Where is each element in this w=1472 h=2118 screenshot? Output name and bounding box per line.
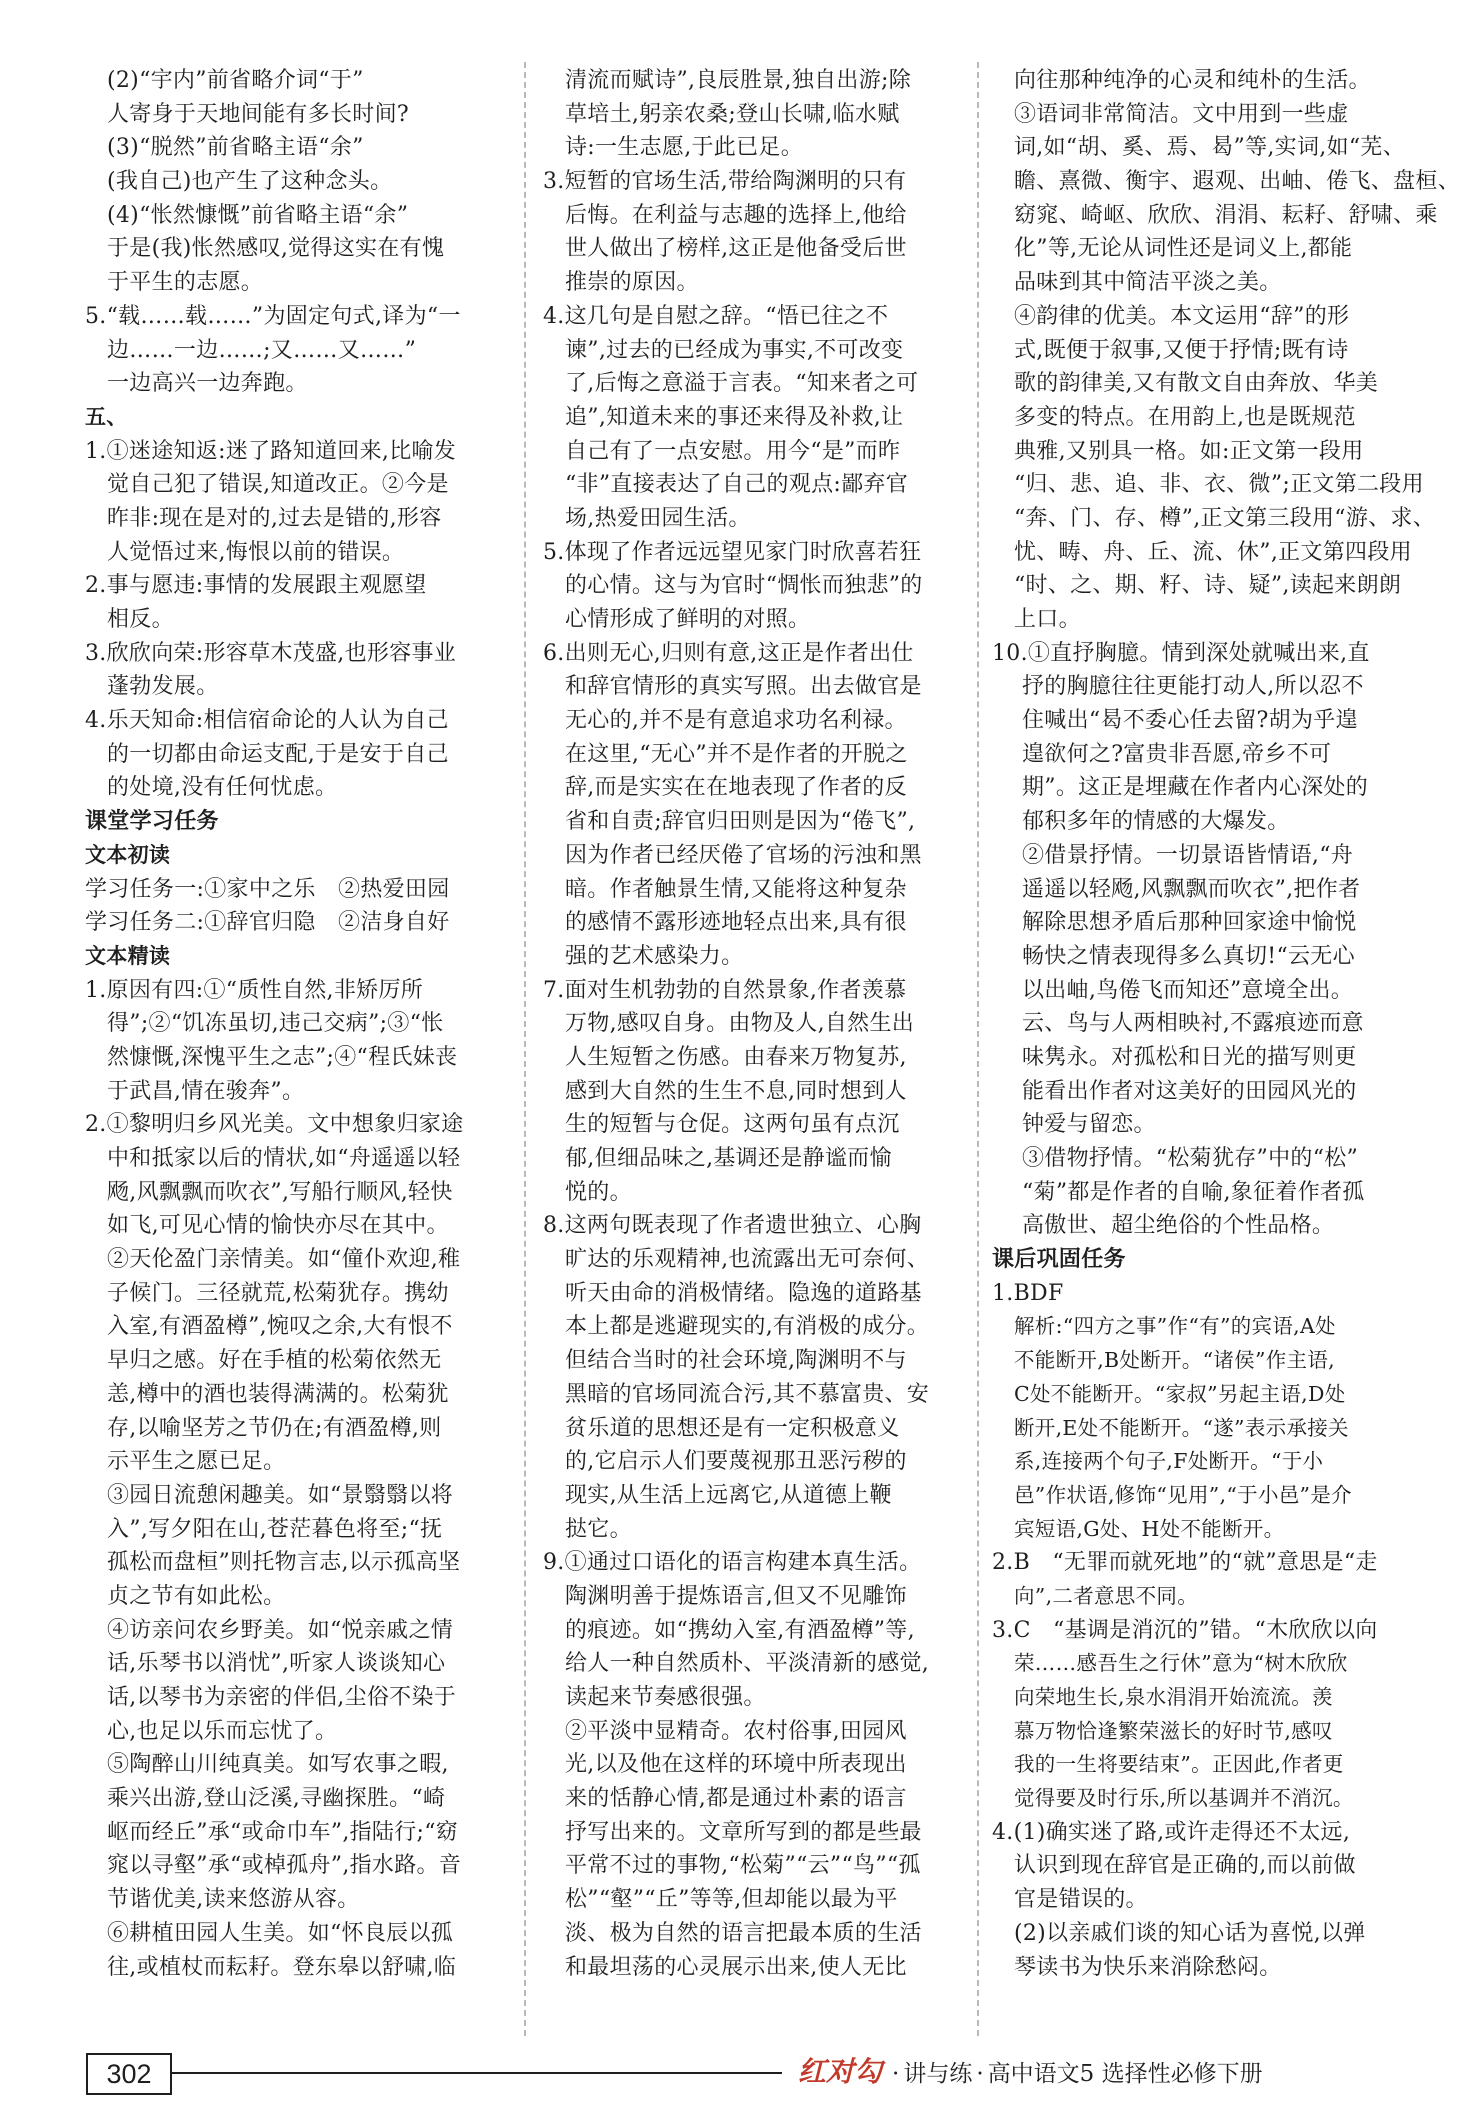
text-line: 光,以及他在这样的环境中所表现出 — [565, 1752, 907, 1778]
text-line: 蓬勃发展。 — [107, 674, 219, 700]
text-line: 话,乐琴书以消忧”,听家人谈谈知心 — [107, 1651, 446, 1677]
text-line: 5.体现了作者远远望见家门时欣喜若狂 — [543, 539, 922, 565]
text-line: 的处境,没有任何忧虑。 — [107, 775, 338, 801]
text-line: 2.事与愿违:事情的发展跟主观愿望 — [85, 573, 427, 599]
text-line: 清流而赋诗”,良辰胜景,独自出游;除 — [565, 68, 912, 93]
text-line: 词,如“胡、奚、焉、曷”等,实词,如“芜、 — [1014, 135, 1406, 161]
text-line: 存,以喻坚芳之节仍在;有酒盈樽,则 — [107, 1415, 442, 1441]
text-line: 上口。 — [1014, 607, 1081, 632]
text-line: 学习任务二:①辞官归隐 ②洁身自好 — [85, 910, 450, 936]
text-line: 1.①迷途知返:迷了路知道回来,比喻发 — [85, 438, 457, 464]
text-line: 的感情不露形迹地轻点出来,具有很 — [565, 910, 907, 936]
text-line: 4.乐天知命:相信宿命论的人认为自己 — [85, 708, 449, 734]
text-line: ③借物抒情。“松菊犹存”中的“松” — [1022, 1146, 1359, 1171]
text-line: 的一切都由命运支配,于是安于自己 — [107, 741, 449, 767]
text-line: 万物,感叹自身。由物及人,自然生出 — [565, 1011, 915, 1037]
text-line: 抒写出来的。文章所写到的都是些最 — [565, 1819, 922, 1845]
text-line: ④访亲问农乡野美。如“悦亲戚之情 — [107, 1617, 454, 1643]
column-divider-1 — [524, 62, 526, 2036]
text-line: 人寄身于天地间能有多长时间? — [107, 101, 409, 127]
text-line: ③园日流憩闲趣美。如“景翳翳以将 — [107, 1482, 454, 1508]
text-line: 6.出则无心,归则有意,这正是作者出仕 — [543, 640, 914, 666]
text-line: 琴读书为快乐来消除愁闷。 — [1014, 1954, 1282, 1980]
text-line: 后悔。在利益与志趣的选择上,他给 — [565, 202, 907, 228]
text-line: 边……一边……;又……又……” — [107, 337, 417, 363]
text-line: 追”,知道未来的事还来得及补救,让 — [565, 404, 904, 430]
text-line: 味隽永。对孤松和日光的描写则更 — [1022, 1044, 1357, 1070]
text-line: 不能断开,B处断开。“诸侯”作主语, — [1014, 1348, 1335, 1373]
column-divider-2 — [977, 62, 979, 2036]
text-line: 我的一生将要结束”。正因此,作者更 — [1014, 1752, 1344, 1777]
text-line: 9.①通过口语化的语言构建本真生活。 — [543, 1550, 922, 1576]
text-line: 3.欣欣向荣:形容草木茂盛,也形容事业 — [85, 640, 457, 666]
text-line: 郁,但细品味之,基调还是静谧而愉 — [565, 1146, 892, 1171]
text-line: 解除思想矛盾后那种回家途中愉悦 — [1022, 910, 1357, 936]
text-line: 推崇的原因。 — [565, 270, 699, 296]
text-line: 乘兴出游,登山泛溪,寻幽探胜。“崎 — [107, 1786, 446, 1812]
text-line: 自己有了一点安慰。用今“是”而昨 — [565, 438, 901, 464]
text-line: 2.B “无罪而就死地”的“就”意思是“走 — [992, 1550, 1378, 1576]
text-line: 现实,从生活上远离它,从道德上鞭 — [565, 1482, 892, 1508]
section-heading: 文本精读 — [85, 943, 171, 968]
text-line: 觉得要及时行乐,所以基调并不消沉。 — [1014, 1786, 1354, 1811]
text-line: 暗。作者触景生情,又能将这种复杂 — [565, 876, 907, 902]
text-line: 高傲世、超尘绝俗的个性品格。 — [1022, 1213, 1335, 1239]
text-line: (3)“脱然”前省略主语“余” — [107, 135, 364, 161]
text-line: 话,以琴书为亲密的伴侣,尘俗不染于 — [107, 1685, 457, 1710]
text-line: 松”“壑”“丘”等等,但却能以最为平 — [565, 1887, 898, 1913]
text-line: 解析:“四方之事”作“有”的宾语,A处 — [1014, 1314, 1336, 1339]
text-line: 的,它启示人们要蔑视那丑恶污秽的 — [565, 1449, 907, 1475]
section-heading: 文本初读 — [85, 842, 171, 867]
text-line: 系,连接两个句子,F处断开。“于小 — [1014, 1449, 1324, 1474]
text-line: 4.这几句是自慰之辞。“悟已往之不 — [543, 303, 889, 329]
text-line: 悦的。 — [565, 1179, 632, 1205]
text-line: 品味到其中简洁平淡之美。 — [1014, 270, 1282, 296]
text-line: “时、之、期、籽、诗、疑”,读起来朗朗 — [1014, 573, 1402, 599]
text-line: 官是错误的。 — [1014, 1887, 1148, 1913]
text-line: 世人做出了榜样,这正是他备受后世 — [565, 236, 907, 262]
text-line: 给人一种自然质朴、平淡清新的感觉, — [565, 1651, 930, 1677]
text-line: 于平生的志愿。 — [107, 270, 264, 296]
answer-column-middle — [543, 64, 962, 1984]
text-line: 往,或植杖而耘耔。登东皋以舒啸,临 — [107, 1954, 457, 1980]
text-line: 抒的胸臆往往更能打动人,所以忍不 — [1022, 674, 1364, 700]
text-line: 1.原因有四:①“质性自然,非矫厉所 — [85, 977, 424, 1003]
text-line: 子候门。三径就荒,松菊犹存。携幼 — [107, 1280, 449, 1306]
text-line: 向往那种纯净的心灵和纯朴的生活。 — [1014, 68, 1371, 93]
text-line: 和辞官情形的真实写照。出去做官是 — [565, 674, 922, 700]
volume-name: 选择性必修下册 — [1101, 2061, 1263, 2087]
text-line: 云、鸟与人两相映衬,不露痕迹而意 — [1022, 1011, 1364, 1037]
text-line: 示平生之愿已足。 — [107, 1449, 286, 1475]
text-line: 遑欲何之?富贵非吾愿,帝乡不可 — [1022, 741, 1332, 767]
text-line: 省和自责;辞官归田则是因为“倦飞”, — [565, 809, 916, 835]
text-line: 诗:一生志愿,于此已足。 — [565, 135, 804, 161]
text-line: 畅快之情表现得多么真切!“云无心 — [1022, 943, 1355, 969]
text-line: “奔、门、存、樽”,正文第三段用“游、求、 — [1014, 505, 1436, 531]
text-line: 邑”作状语,修饰“见用”,“于小邑”是介 — [1014, 1482, 1352, 1507]
text-line: (我自己)也产生了这种念头。 — [107, 169, 393, 195]
text-line: 慕万物恰逢繁荣滋长的好时节,感叹 — [1014, 1718, 1333, 1743]
section-heading: 课堂学习任务 — [85, 809, 219, 835]
text-line: 飏,风飘飘而吹衣”,写船行顺风,轻快 — [107, 1179, 453, 1205]
text-line: 10.①直抒胸臆。情到深处就喊出来,直 — [992, 640, 1370, 666]
text-line: 旷达的乐观精神,也流露出无可奈何、 — [565, 1247, 930, 1273]
text-line: 向荣地生长,泉水涓涓开始流流。羡 — [1014, 1685, 1333, 1709]
text-line: 心情形成了鲜明的对照。 — [565, 607, 811, 632]
text-line: 2.①黎明归乡风光美。文中想象归家途 — [85, 1112, 464, 1138]
text-line: 早归之感。好在手植的松菊依然无 — [107, 1348, 442, 1374]
text-line: 的痕迹。如“携幼入室,有酒盈樽”等, — [565, 1617, 915, 1643]
text-line: 无心的,并不是有意追求功名利禄。 — [565, 708, 907, 734]
text-line: 谏”,过去的已经成为事实,不可改变 — [565, 337, 904, 363]
text-line: 恙,樽中的酒也装得满满的。松菊犹 — [107, 1381, 449, 1407]
text-line: 淡、极为自然的语言把最本质的生活 — [565, 1920, 922, 1946]
text-line: ③语词非常简洁。文中用到一些虚 — [1014, 101, 1349, 127]
text-line: 钟爱与留恋。 — [1022, 1112, 1156, 1138]
text-line: “归、悲、追、非、衣、微”;正文第二段用 — [1014, 472, 1424, 498]
text-line: 贞之节有如此松。 — [107, 1583, 286, 1609]
text-line: ②借景抒情。一切景语皆情语,“舟 — [1022, 842, 1354, 868]
text-line: 了,后悔之意溢于言表。“知来者之可 — [565, 371, 919, 397]
text-line: 典雅,又别具一格。如:正文第一段用 — [1014, 438, 1364, 464]
text-line: 中和抵家以后的情状,如“舟遥遥以轻 — [107, 1146, 461, 1171]
text-line: 于武昌,情在骏奔”。 — [107, 1078, 305, 1104]
text-line: “菊”都是作者的自喻,象征着作者孤 — [1022, 1179, 1365, 1205]
text-line: 场,热爱田园生活。 — [565, 505, 751, 531]
text-line: 8.这两句既表现了作者遗世独立、心胸 — [543, 1213, 922, 1239]
text-line: 1.BDF — [992, 1280, 1064, 1306]
text-line: 辞,而是实实在在地表现了作者的反 — [565, 775, 907, 801]
answer-column-right — [992, 64, 1461, 1984]
text-line: 孤松而盘桓”则托物言志,以示孤高坚 — [107, 1550, 461, 1576]
text-line: 住喊出“曷不委心任去留?胡为乎遑 — [1022, 708, 1358, 734]
text-line: 人生短暂之伤感。由春来万物复苏, — [565, 1044, 907, 1070]
text-line: 荣……感吾生之行休”意为“树木欣欣 — [1014, 1651, 1348, 1676]
text-line: 窕以寻壑”承“或棹孤舟”,指水路。音 — [107, 1853, 462, 1879]
text-line: 贫乐道的思想还是有一定积极意义 — [565, 1415, 900, 1441]
text-line: 化”等,无论从词性还是词义上,都能 — [1014, 236, 1353, 262]
footer-rule — [172, 2072, 782, 2074]
text-line: 向”,二者意思不同。 — [1014, 1583, 1198, 1608]
text-line: 然慷慨,深愧平生之志”;④“程氏妹丧 — [107, 1044, 458, 1070]
section-heading: 五、 — [85, 404, 128, 429]
text-line: (2)“宇内”前省略介词“于” — [107, 68, 364, 93]
text-line: 草培土,躬亲农桑;登山长啸,临水赋 — [565, 101, 900, 127]
text-line: 岖而经丘”承“或命巾车”,指陆行;“窈 — [107, 1819, 459, 1845]
text-line: 节谐优美,读来悠游从容。 — [107, 1887, 360, 1913]
section-heading: 课后巩固任务 — [992, 1247, 1126, 1273]
text-line: 宾短语,G处、H处不能断开。 — [1014, 1516, 1285, 1541]
text-line: (4)“怅然慷慨”前省略主语“余” — [107, 202, 409, 228]
text-line: 3.短暂的官场生活,带给陶渊明的只有 — [543, 169, 907, 195]
text-line: 7.面对生机勃勃的自然景象,作者羡慕 — [543, 977, 907, 1003]
book-name: 高中语文5 — [987, 2061, 1095, 2087]
text-line: 于是(我)怅然感叹,觉得这实在有愧 — [107, 236, 445, 262]
text-line: 学习任务一:①家中之乐 ②热爱田园 — [85, 876, 450, 902]
text-line: ②平淡中显精奇。农村俗事,田园风 — [565, 1718, 907, 1744]
text-line: 断开,E处不能断开。“遂”表示承接关 — [1014, 1415, 1349, 1440]
text-line: ②天伦盈门亲情美。如“僮仆欢迎,稚 — [107, 1247, 461, 1273]
brand-logo: 红对勾 — [798, 2055, 883, 2088]
page-number: 302 — [86, 2053, 172, 2095]
text-line: 平常不过的事物,“松菊”“云”“鸟”“孤 — [565, 1853, 921, 1879]
text-line: 觉自己犯了错误,知道改正。②今是 — [107, 472, 449, 498]
answer-column-left — [85, 64, 509, 1984]
text-line: 读起来节奏感很强。 — [565, 1685, 766, 1710]
text-line: 认识到现在辞官是正确的,而以前做 — [1014, 1853, 1356, 1879]
text-line: 如飞,可见心情的愉快亦尽在其中。 — [107, 1213, 449, 1239]
text-line: 瞻、熹微、衡宇、遐观、出岫、倦飞、盘桓、 — [1014, 169, 1461, 195]
text-line: 的心情。这与为官时“惆怅而独悲”的 — [565, 573, 923, 599]
book-title: 红对勾 · 讲与练 · 高中语文5 选择性必修下册 — [798, 2055, 1263, 2088]
text-line: 本上都是逃避现实的,有消极的成分。 — [565, 1314, 930, 1340]
text-line: 以出岫,鸟倦飞而知还”意境全出。 — [1022, 977, 1354, 1003]
text-line: 得”;②“饥冻虽切,违己交病”;③“怅 — [107, 1011, 444, 1037]
text-line: 陶渊明善于提炼语言,但又不见雕饰 — [565, 1583, 907, 1609]
text-line: 3.C “基调是消沉的”错。“木欣欣以向 — [992, 1617, 1378, 1643]
text-line: ⑥耕植田园人生美。如“怀良辰以孤 — [107, 1920, 454, 1946]
text-line: 郁积多年的情感的大爆发。 — [1022, 809, 1290, 835]
text-line: 昨非:现在是对的,过去是错的,形容 — [107, 505, 442, 531]
text-line: C处不能断开。“家叔”另起主语,D处 — [1014, 1381, 1346, 1406]
text-line: 因为作者已经厌倦了官场的污浊和黑 — [565, 842, 922, 868]
text-line: 听天由命的消极情绪。隐逸的道路基 — [565, 1280, 922, 1306]
text-line: 心,也足以乐而忘忧了。 — [107, 1718, 338, 1744]
text-line: 能看出作者对这美好的田园风光的 — [1022, 1078, 1357, 1104]
text-line: 一边高兴一边奔跑。 — [107, 371, 308, 397]
text-line: (2)以亲戚们谈的知心话为喜悦,以弹 — [1014, 1920, 1366, 1946]
text-line: 在这里,“无心”并不是作者的开脱之 — [565, 741, 908, 767]
text-line: 入”,写夕阳在山,苍茫暮色将至;“抚 — [107, 1516, 443, 1542]
text-line: 挞它。 — [565, 1516, 632, 1542]
text-line: ⑤陶醉山川纯真美。如写农事之暇, — [107, 1752, 449, 1778]
text-line: “非”直接表达了自己的观点:鄙弃官 — [565, 472, 909, 498]
text-line: 4.(1)确实迷了路,或许走得还不太远, — [992, 1819, 1351, 1845]
text-line: 感到大自然的生生不息,同时想到人 — [565, 1078, 907, 1104]
text-line: 黑暗的官场同流合污,其不慕富贵、安 — [565, 1381, 930, 1407]
text-line: 强的艺术感染力。 — [565, 943, 744, 969]
text-line: 入室,有酒盈樽”,惋叹之余,大有恨不 — [107, 1314, 453, 1340]
series-name: 讲与练 — [903, 2061, 973, 2087]
text-line: 遥遥以轻飏,风飘飘而吹衣”,把作者 — [1022, 876, 1361, 902]
text-line: 歌的韵律美,又有散文自由奔放、华美 — [1014, 371, 1379, 397]
text-line: 人觉悟过来,悔恨以前的错误。 — [107, 539, 405, 565]
text-line: 多变的特点。在用韵上,也是既规范 — [1014, 404, 1356, 430]
text-line: 忧、畴、舟、丘、流、休”,正文第四段用 — [1014, 539, 1412, 565]
text-line: 式,既便于叙事,又便于抒情;既有诗 — [1014, 337, 1349, 363]
text-line: 和最坦荡的心灵展示出来,使人无比 — [565, 1954, 907, 1980]
text-line: 窈窕、崎岖、欣欣、涓涓、耘耔、舒啸、乘 — [1014, 202, 1438, 228]
text-line: 相反。 — [107, 607, 174, 632]
text-line: 来的恬静心情,都是通过朴素的语言 — [565, 1786, 907, 1812]
text-line: 5.“载……载……”为固定句式,译为“一 — [85, 303, 461, 329]
text-line: ④韵律的优美。本文运用“辞”的形 — [1014, 303, 1350, 329]
text-line: 期”。这正是埋藏在作者内心深处的 — [1022, 775, 1369, 801]
text-line: 但结合当时的社会环境,陶渊明不与 — [565, 1348, 907, 1374]
text-line: 生的短暂与仓促。这两句虽有点沉 — [565, 1112, 900, 1138]
